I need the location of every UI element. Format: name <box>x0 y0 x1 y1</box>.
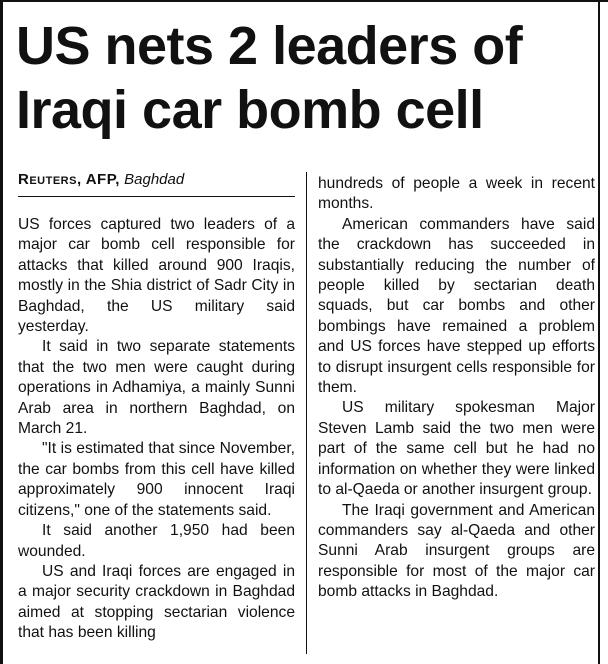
paragraph: American commanders have said the crackdown has succeeded in substantially reducing the number of people killed by sectarian death squads, but car bombs and other bombings have remained a problem and US forces have stepped up efforts to disrupt insurgent cells responsible for them. <box>318 215 595 397</box>
paragraph: US forces captured two leaders of a major car bomb cell responsible for attacks that killed around 900 Iraqis, mostly in the Shia district of Sadr City in Baghdad, the US military said yesterday. <box>18 216 295 336</box>
headline-line-1: US nets 2 leaders of <box>16 16 523 76</box>
byline-place: Baghdad <box>124 171 185 188</box>
paragraph: It said in two separate statements that the two men were caught during operations in Adhamiya, a mainly Sunni Arab area in northern Baghdad, on March 21. <box>18 338 295 438</box>
headline <box>16 14 586 142</box>
paragraph: hundreds of people a week in recent months. <box>318 175 595 213</box>
right-border-rule <box>598 0 600 664</box>
paragraph: US military spokesman Major Steven Lamb said the two men were part of the same cell but he had no information on whether they were linked to al-Qaeda or another insurgent group. <box>318 399 595 499</box>
column-divider <box>306 172 307 654</box>
article-column-2 <box>318 174 595 603</box>
byline <box>18 170 295 197</box>
headline-line-2: Iraqi car bomb cell <box>16 80 484 140</box>
paragraph: The Iraqi government and American commanders say al-Qaeda and other Sunni Arab insurgent groups are responsible for most of the major car bomb attacks in Baghdad. <box>318 501 595 601</box>
byline-agency: Reuters, AFP, <box>18 171 120 188</box>
paragraph: It said another 1,950 had been wounded. <box>18 522 295 560</box>
paragraph: US and Iraqi forces are engaged in a major security crackdown in Baghdad aimed at stopping sectarian violence that has been killing <box>18 562 295 642</box>
article-column-1 <box>18 170 295 644</box>
paragraph: "It is estimated that since November, the car bombs from this cell have killed approximately 900 innocent Iraqi citizens," one of the statements said. <box>18 440 295 519</box>
column-1-body <box>18 215 295 644</box>
